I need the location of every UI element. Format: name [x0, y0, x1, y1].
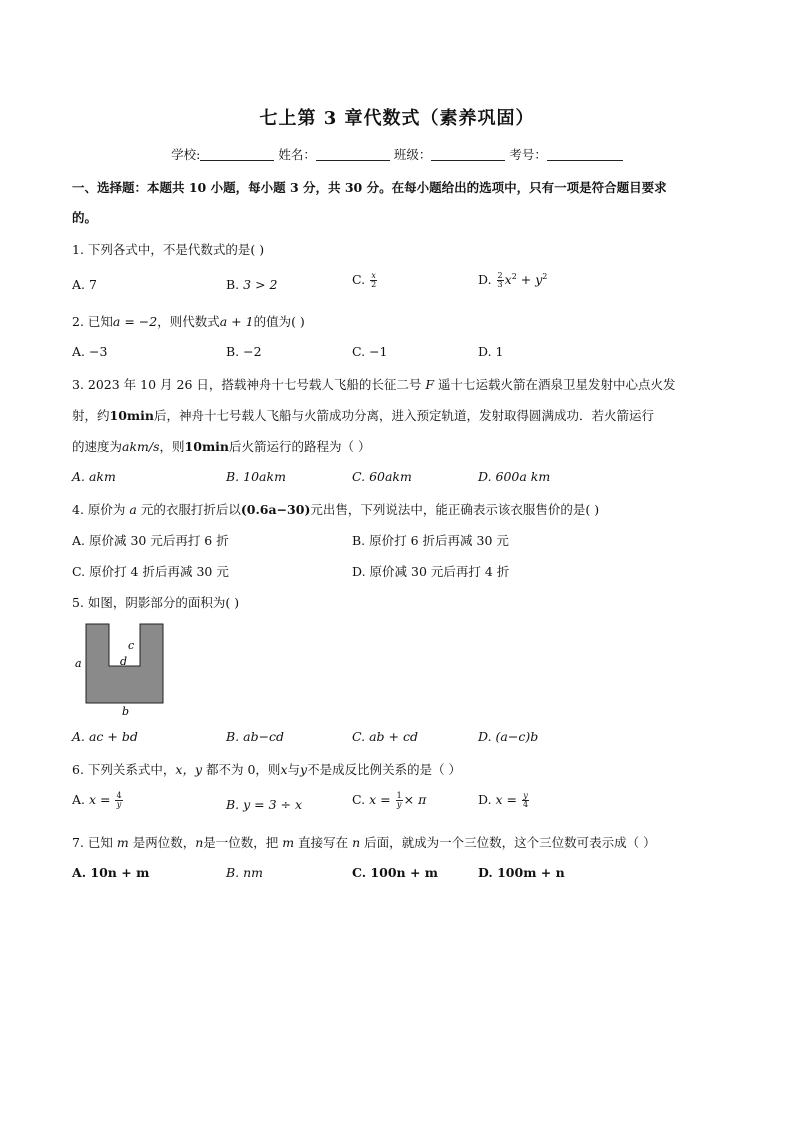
option-label: C.	[352, 272, 370, 287]
question-3-line2	[72, 406, 654, 424]
q7-option-d[interactable]: D. 100m + n	[478, 865, 565, 880]
math-expr: a + 1	[219, 314, 254, 329]
q1-option-b[interactable]	[226, 277, 277, 292]
fraction	[115, 792, 122, 809]
stem-text: 后面，就成为一个三位数，这个三位数可表示成（ ）	[364, 835, 656, 850]
name-label: 姓名：	[278, 147, 316, 162]
label-d: d	[120, 655, 128, 668]
name-field[interactable]	[316, 148, 390, 161]
math-expr: m	[112, 835, 133, 850]
math-expr: x =	[88, 792, 115, 807]
q3-option-b[interactable]: B. 10akm	[226, 469, 286, 484]
option-label: C.	[352, 792, 370, 807]
q3-option-c[interactable]: C. 60akm	[352, 469, 412, 484]
page-title: 七上第 3 章代数式（素养巩固）	[259, 108, 535, 129]
stem-text: 7. 已知	[72, 835, 113, 850]
q3-option-a[interactable]: A. akm	[72, 469, 116, 484]
q2-option-c[interactable]: C. −1	[352, 344, 388, 359]
q7-option-c[interactable]: C. 100n + m	[352, 865, 439, 880]
option-label: D.	[478, 792, 496, 807]
label-c: c	[128, 639, 135, 652]
q1-option-d[interactable]	[478, 272, 547, 289]
stem-text: 遥十七运载火箭在酒泉卫星发射中心点火发	[438, 377, 676, 392]
q5-option-b[interactable]: B. ab−cd	[226, 729, 285, 744]
question-4-stem	[72, 500, 599, 518]
stem-text: 直接写在	[298, 835, 349, 850]
fraction	[522, 792, 529, 809]
question-1-stem: 1. 下列各式中，不是代数式的是( )	[72, 242, 265, 257]
math-expr: x =	[369, 792, 395, 807]
numerator: y	[523, 791, 528, 800]
q7-option-a[interactable]: A. 10n + m	[72, 865, 150, 880]
stem-text: 与	[287, 762, 301, 777]
class-field[interactable]	[431, 148, 505, 161]
id-label: 考号：	[509, 147, 547, 162]
math-expr: m	[278, 835, 299, 850]
math-expr: (0.6a−30)	[240, 502, 311, 517]
stem-text: 是两位数，	[132, 835, 196, 850]
stem-text: ，则代数式	[157, 314, 220, 329]
denominator: 3	[497, 280, 503, 290]
stem-text: 6. 下列关系式中，	[72, 762, 176, 777]
question-2-stem	[72, 312, 305, 330]
math-expr: x	[280, 762, 288, 777]
operator: +	[516, 272, 536, 288]
numerator: 4	[116, 791, 122, 800]
denominator: 2	[371, 280, 377, 289]
exponent: 2	[542, 272, 548, 281]
variable: y	[535, 272, 543, 288]
stem-text: 是一位数，把	[203, 835, 279, 850]
q1-option-a[interactable]: A. 7	[72, 277, 97, 292]
label-b: b	[122, 705, 130, 718]
stem-text: 的速度为	[72, 439, 123, 454]
q4-option-a[interactable]: A. 原价减 30 元后再打 6 折	[72, 533, 229, 548]
q6-option-c[interactable]	[352, 792, 426, 809]
q5-option-c[interactable]: C. ab + cd	[352, 729, 418, 744]
math-expr: n	[348, 835, 365, 850]
option-label: A.	[72, 792, 89, 807]
label-a: a	[75, 657, 82, 670]
id-field[interactable]	[547, 148, 623, 161]
math-expr: n	[195, 835, 204, 850]
student-info-row	[0, 145, 794, 163]
denominator: y	[396, 800, 402, 809]
q2-option-b[interactable]: B. −2	[226, 344, 262, 359]
option-label: B.	[226, 277, 244, 292]
stem-text: 元的衣服打折后以	[140, 502, 241, 517]
q6-option-a[interactable]	[72, 792, 124, 809]
stem-text: 元出售，下列说法中，能正确表示该衣服售价的是( )	[310, 502, 600, 517]
denominator: 4	[523, 800, 529, 809]
fraction	[370, 272, 377, 289]
stem-text: 4. 原价为	[72, 502, 126, 517]
stem-text: 3. 2023 年 10 月 26 日，搭载神舟十七号载人飞船的长征二号	[72, 377, 422, 392]
school-field[interactable]	[200, 148, 274, 161]
denominator: y	[116, 800, 122, 809]
option-label: D.	[478, 272, 496, 288]
math-expr: x，y	[175, 762, 203, 777]
math-expr: F	[421, 377, 439, 392]
q5-option-a[interactable]: A. ac + bd	[72, 729, 138, 744]
math-expr: × π	[403, 792, 427, 807]
fraction	[497, 272, 504, 289]
math-expr: a	[125, 502, 141, 517]
question-3-line1	[72, 375, 676, 393]
question-7-stem	[72, 833, 656, 851]
variable: x	[504, 272, 512, 288]
q6-option-b[interactable]: B. y = 3 ÷ x	[226, 797, 303, 812]
class-label: 班级：	[393, 147, 432, 162]
stem-text: 射，约	[72, 408, 110, 423]
stem-text: 不是成反比例关系的是（ ）	[307, 762, 462, 777]
stem-text: 的值为( )	[253, 314, 305, 329]
q2-option-a[interactable]: A. −3	[72, 344, 108, 359]
q6-option-d[interactable]	[478, 792, 530, 809]
math-expr: x =	[495, 792, 522, 807]
q4-option-c[interactable]: C. 原价打 4 折后再减 30 元	[72, 564, 229, 579]
question-5-stem: 5. 如图，阴影部分的面积为( )	[72, 595, 240, 610]
stem-text: 都不为 0，则	[202, 762, 281, 777]
q7-option-b[interactable]: B. nm	[226, 865, 264, 880]
math-expr: 10min	[184, 439, 230, 454]
fraction	[396, 792, 403, 809]
question-6-stem	[72, 760, 461, 778]
q2-option-d[interactable]: D. 1	[478, 344, 504, 359]
q3-option-d[interactable]: D. 600a km	[478, 469, 551, 484]
math-expr: y	[300, 762, 308, 777]
q5-option-d[interactable]: D. (a−c)b	[478, 729, 539, 744]
stem-text: ，则	[159, 439, 185, 454]
school-label: 学校:	[171, 147, 201, 162]
q4-option-b[interactable]: B. 原价打 6 折后再减 30 元	[352, 533, 509, 548]
numerator: 2	[497, 271, 503, 281]
math-expr: akm/s	[122, 439, 160, 454]
math-expr: 10min	[109, 408, 154, 423]
math-expr: a = −2	[112, 314, 158, 329]
q4-option-d[interactable]: D. 原价减 30 元后再打 4 折	[352, 564, 510, 579]
numerator: 1	[396, 791, 402, 800]
stem-text: 2. 已知	[72, 314, 113, 329]
u-shape-figure	[70, 620, 180, 725]
question-3-line3	[72, 437, 371, 455]
exponent: 2	[511, 272, 517, 281]
section-heading-line1: 一、选择题：本题共 10 小题，每小题 3 分，共 30 分。在每小题给出的选项中，只有一项是符合题目要求	[72, 180, 667, 195]
numerator: x	[371, 271, 376, 280]
stem-text: 后，神舟十七号载人飞船与火箭成功分离，进入预定轨道，发射取得圆满成功．若火箭运行	[153, 408, 654, 423]
section-heading-line2: 的。	[72, 210, 98, 225]
stem-text: 后火箭运行的路程为（ ）	[229, 439, 371, 454]
option-expr: 3 > 2	[243, 277, 278, 292]
q1-option-c[interactable]	[352, 272, 378, 289]
